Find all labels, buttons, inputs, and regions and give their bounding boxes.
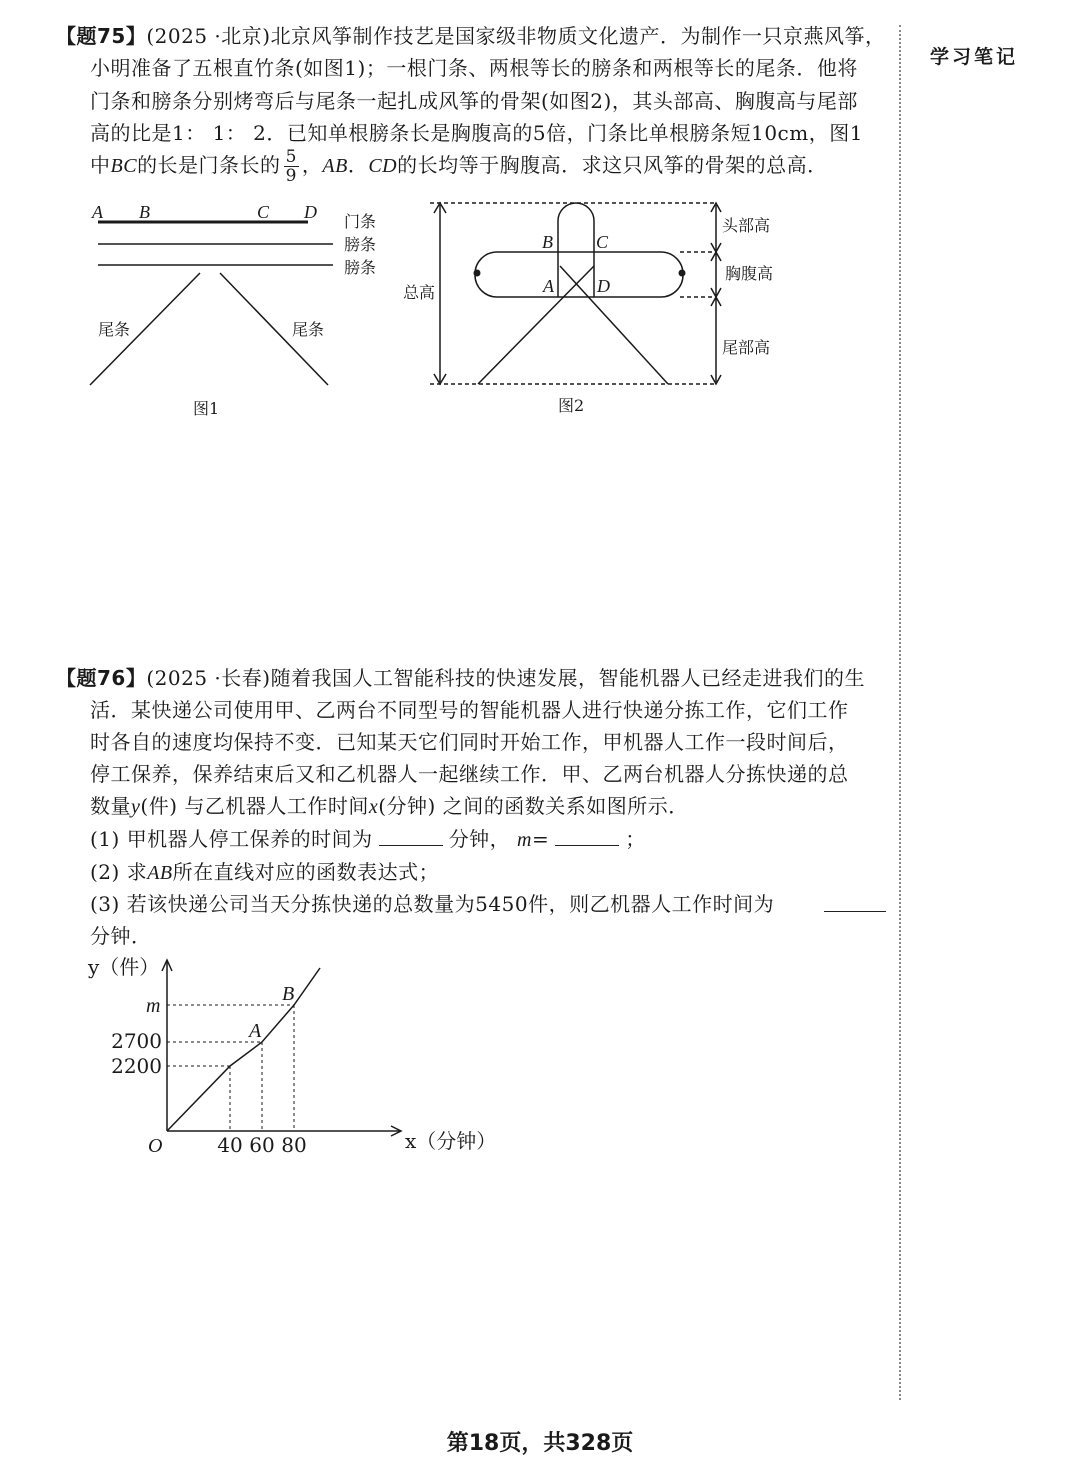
text: ； bbox=[625, 827, 646, 851]
y-tick-label: m bbox=[146, 995, 161, 1017]
point-label: A bbox=[543, 276, 554, 296]
figure-2-caption: 图2 bbox=[558, 396, 585, 415]
y-tick-label: 2700 bbox=[111, 1029, 162, 1053]
label-tail: 尾条 bbox=[98, 320, 131, 339]
figure-1-caption: 图1 bbox=[193, 399, 220, 418]
numerator: 5 bbox=[285, 147, 297, 167]
q75-source: (2025 ·北京) bbox=[146, 24, 271, 48]
q75-line-4: 高的比是1： 1： 2．已知单根膀条长是胸腹高的5倍，门条比单根膀条短10cm，图1 bbox=[90, 121, 863, 145]
q75-tag: 【题75】 bbox=[56, 24, 147, 48]
text: (件) 与乙机器人工作时间 bbox=[140, 794, 369, 818]
text: (1) 甲机器人停工保养的时间为 bbox=[90, 827, 373, 851]
segment-bc: BC bbox=[110, 155, 138, 177]
point-label: D bbox=[304, 202, 317, 222]
answer-blank[interactable] bbox=[555, 827, 619, 846]
q75-line-5: 中BC的长是门条长的 $\frac{5}{9}$ ，AB．CD的长均等于胸腹高．求这只风筝的骨架的总高． bbox=[90, 147, 828, 186]
series-line bbox=[167, 968, 320, 1131]
x-tick-label: 80 bbox=[281, 1133, 307, 1157]
label-wing: 膀条 bbox=[344, 258, 377, 277]
q75-text: 北京风筝制作技艺是国家级非物质文化遗产．为制作一只京燕风筝， bbox=[270, 24, 886, 48]
point-label-a: A bbox=[249, 1020, 262, 1042]
y-tick-label: 2200 bbox=[111, 1054, 162, 1078]
label-total-height: 总高 bbox=[403, 283, 436, 302]
label-tail: 尾条 bbox=[292, 320, 325, 339]
segment-ab: AB bbox=[147, 862, 173, 884]
point-label: C bbox=[596, 232, 609, 252]
q76-sub-1 bbox=[90, 823, 646, 852]
label-head-height: 头部高 bbox=[722, 216, 771, 235]
origin-label: O bbox=[148, 1135, 163, 1157]
page-number: 第18页，共328页 bbox=[446, 1431, 634, 1456]
q76-line-4: 停工保养，保养结束后又和乙机器人一起继续工作．甲、乙两台机器人分拣快递的总 bbox=[90, 762, 849, 786]
text: = bbox=[532, 827, 550, 851]
var-y: y bbox=[131, 796, 141, 818]
denominator: 9 bbox=[285, 166, 297, 186]
label-tail-height: 尾部高 bbox=[722, 338, 771, 357]
point-label: D bbox=[597, 276, 610, 296]
q76-sub-3 bbox=[90, 888, 774, 917]
q76-line-3: 时各自的速度均保持不变．已知某天它们同时开始工作，甲机器人工作一段时间后， bbox=[90, 730, 849, 754]
point-label: A bbox=[92, 202, 103, 222]
x-tick-label: 40 bbox=[217, 1133, 243, 1157]
q76-sub-3-end: 分钟． bbox=[90, 924, 152, 948]
var-x: x bbox=[368, 796, 379, 818]
var-m: m bbox=[517, 829, 532, 851]
text: (2) 求 bbox=[90, 860, 148, 884]
text: 所在直线对应的函数表达式； bbox=[172, 860, 440, 884]
answer-blank[interactable] bbox=[824, 893, 886, 912]
x-tick-label: 60 bbox=[249, 1133, 275, 1157]
segment-cd: CD bbox=[368, 155, 398, 177]
q76-tag: 【题76】 bbox=[56, 666, 147, 690]
q76-line-1 bbox=[56, 662, 865, 691]
text: 数量 bbox=[90, 794, 131, 818]
q76-text: 随着我国人工智能科技的快速发展，智能机器人已经走进我们的生 bbox=[270, 666, 866, 690]
figure-2 bbox=[430, 203, 721, 384]
text: 的长是门条长的 bbox=[137, 153, 281, 177]
text: (3) 若该快递公司当天分拣快递的总数量为5450件，则乙机器人工作时间为 bbox=[90, 892, 775, 916]
point-label: C bbox=[257, 202, 270, 222]
text: 的长均等于胸腹高．求这只风筝的骨架的总高． bbox=[397, 153, 828, 177]
wing-frame bbox=[475, 252, 683, 297]
text: ． bbox=[347, 153, 369, 177]
figure-1 bbox=[90, 222, 333, 385]
label-wing: 膀条 bbox=[344, 235, 377, 254]
q76-source: (2025 ·长春) bbox=[146, 666, 271, 690]
point-label-b: B bbox=[282, 983, 295, 1005]
q76-line-5 bbox=[90, 790, 689, 819]
q75-line-3: 门条和膀条分别烤弯后与尾条一起扎成风筝的骨架(如图2)，其头部高、胸腹高与尾部 bbox=[90, 89, 858, 113]
segment-ab: AB bbox=[322, 155, 348, 177]
text: 分钟， bbox=[448, 827, 511, 851]
label-chest-height: 胸腹高 bbox=[725, 264, 774, 283]
y-axis-label: y（件） bbox=[88, 955, 160, 979]
x-axis-label: x（分钟） bbox=[405, 1129, 497, 1153]
point-label: B bbox=[542, 232, 553, 252]
q76-line-2: 活．某快递公司使用甲、乙两台不同型号的智能机器人进行快递分拣工作，它们工作 bbox=[90, 698, 849, 722]
answer-blank[interactable] bbox=[379, 827, 443, 846]
notes-column-title: 学习笔记 bbox=[930, 46, 1019, 68]
q75-line-2: 小明准备了五根直竹条(如图1)；一根门条、两根等长的膀条和两根等长的尾条．他将 bbox=[90, 56, 858, 80]
label-door: 门条 bbox=[344, 212, 377, 231]
tail-strip bbox=[478, 266, 594, 384]
text: (分钟) 之间的函数关系如图所示． bbox=[378, 794, 689, 818]
q76-sub-2 bbox=[90, 856, 439, 885]
point-label: B bbox=[139, 202, 150, 222]
text: 中 bbox=[90, 153, 111, 177]
